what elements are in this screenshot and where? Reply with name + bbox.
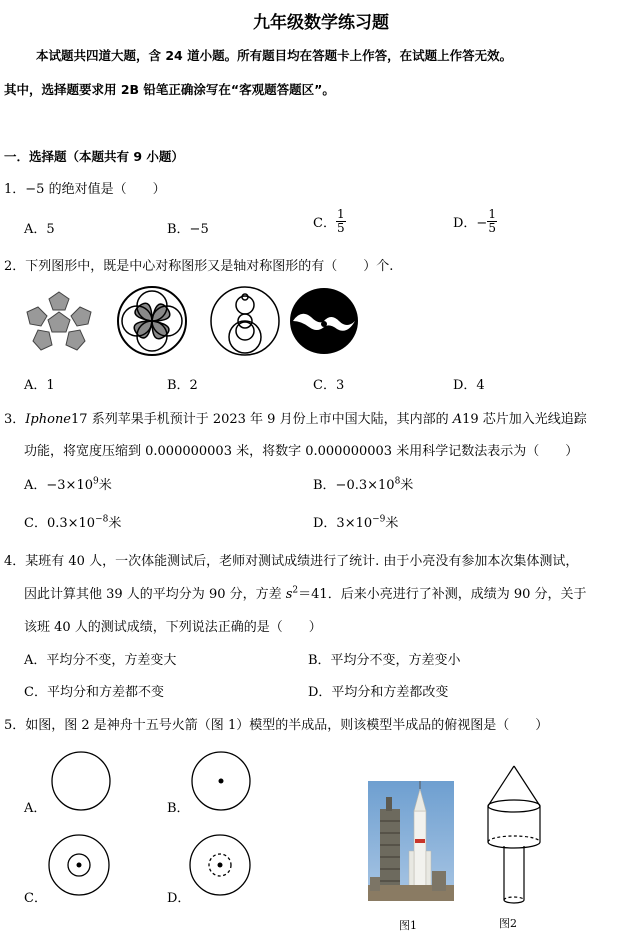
rocket-model-diagram bbox=[478, 764, 550, 914]
q2-option-b: B．2 bbox=[167, 378, 198, 393]
fraction-numerator: 1 bbox=[488, 207, 496, 221]
q3-chip-letter: A bbox=[452, 412, 463, 427]
fraction-denominator: 5 bbox=[488, 221, 496, 235]
q1-option-d bbox=[453, 208, 497, 235]
q3-option-d bbox=[313, 512, 398, 531]
q3-option-c-unit: 米 bbox=[108, 516, 122, 531]
q1-option-a: A．5 bbox=[24, 222, 55, 237]
q4-option-a: A．平均分不变，方差变大 bbox=[24, 653, 177, 668]
q2-option-c: C．3 bbox=[313, 378, 345, 393]
q3-option-b-exponent: 8 bbox=[394, 476, 401, 487]
q1-option-d-label: D．− bbox=[453, 216, 488, 231]
q4-option-b: B．平均分不变，方差变小 bbox=[308, 653, 461, 668]
q3-option-a-exponent: 9 bbox=[93, 476, 99, 487]
q3-option-a bbox=[24, 474, 112, 493]
q3-stem-part-2: 19 芯片加入光线追踪 bbox=[462, 412, 587, 427]
q2-option-d: D．4 bbox=[453, 378, 485, 393]
q3-option-b bbox=[313, 474, 413, 493]
instructions-line-2: 其中，选择题要求用 2B 铅笔正确涂写在“客观题答题区”。 bbox=[4, 82, 335, 97]
q3-phone-name: Iphone bbox=[25, 412, 72, 427]
q3-option-d-exponent: −9 bbox=[372, 514, 386, 525]
q4-line-2-prefix: 因此计算其他 39 人的平均分为 90 分，方差 bbox=[24, 587, 286, 602]
q3-option-a-unit: 米 bbox=[98, 478, 112, 493]
section-title: 一．选择题（本题共有 9 小题） bbox=[4, 149, 184, 164]
q1-option-c-label: C． bbox=[313, 216, 336, 231]
q5-option-c: C． bbox=[24, 891, 47, 906]
q1-option-c bbox=[313, 208, 346, 235]
question-5-stem: 5．如图，图 2 是神舟十五号火箭（图 1）模型的半成品，则该模型半成品的俯视图是（ ） bbox=[4, 718, 549, 733]
figure-2-caption: 图2 bbox=[499, 917, 517, 930]
q2-option-a: A．1 bbox=[24, 378, 55, 393]
rocket-photo bbox=[368, 781, 454, 901]
question-4-line-1: 4．某班有 40 人，一次体能测试后，老师对测试成绩进行了统计. 由于小亮没有参加本次集体测试， bbox=[4, 554, 579, 569]
q5-option-a-circle bbox=[50, 750, 112, 812]
q3-option-d-base: D．3×10 bbox=[313, 516, 373, 531]
q5-option-d-dashed bbox=[188, 833, 252, 897]
figure-four-petals bbox=[116, 285, 188, 357]
page-title: 九年级数学练习题 bbox=[253, 13, 389, 33]
fraction-numerator: 1 bbox=[336, 207, 345, 221]
q3-option-c-base: C．0.3×10 bbox=[24, 516, 96, 531]
q1-option-c-fraction bbox=[336, 208, 346, 235]
q3-option-b-unit: 米 bbox=[400, 478, 414, 493]
figure-pentagons bbox=[22, 290, 96, 356]
question-1-stem: 1．−5 的绝对值是（ ） bbox=[4, 182, 166, 197]
q5-option-c-concentric bbox=[47, 833, 111, 897]
q3-stem-part-1: 17 系列苹果手机预计于 2023 年 9 月份上市中国大陆，其内部的 bbox=[71, 412, 453, 427]
q5-option-a: A． bbox=[24, 801, 47, 816]
q5-option-b: B． bbox=[167, 801, 190, 816]
question-3-line-1 bbox=[4, 408, 587, 427]
q3-number: 3． bbox=[4, 412, 26, 427]
question-2-stem: 2．下列图形中，既是中心对称图形又是轴对称图形的有（ ）个. bbox=[4, 259, 394, 274]
q4-line-2-suffix: ＝41．后来小亮进行了补测，成绩为 90 分，关于 bbox=[298, 587, 587, 602]
q4-variance-symbol: s bbox=[285, 587, 293, 602]
q3-option-b-base: B．−0.3×10 bbox=[313, 478, 395, 493]
q3-option-d-unit: 米 bbox=[385, 516, 399, 531]
q4-option-d: D．平均分和方差都改变 bbox=[308, 685, 449, 700]
q3-option-c bbox=[24, 512, 121, 531]
q1-option-d-fraction bbox=[487, 208, 497, 235]
figure-1-caption: 图1 bbox=[399, 919, 417, 932]
q5-option-d: D． bbox=[167, 891, 191, 906]
q4-variance-exponent: 2 bbox=[292, 585, 299, 596]
q5-option-b-circle-dot bbox=[190, 750, 252, 812]
q3-option-a-base: A．−3×10 bbox=[24, 478, 93, 493]
fraction-denominator: 5 bbox=[336, 221, 345, 235]
figure-yin-yang bbox=[289, 287, 359, 355]
question-3-line-2: 功能，将宽度压缩到 0.000000003 米，将数字 0.000000003 米用科学记数法表示为（ ） bbox=[24, 444, 579, 459]
figure-nested-circles bbox=[209, 285, 281, 357]
q4-option-c: C．平均分和方差都不变 bbox=[24, 685, 164, 700]
q3-option-c-exponent: −8 bbox=[95, 514, 109, 525]
question-4-line-2 bbox=[24, 583, 587, 602]
instructions-line-1: 本试题共四道大题，含 24 道小题。所有题目均在答题卡上作答，在试题上作答无效。 bbox=[36, 48, 513, 63]
q1-option-b: B．−5 bbox=[167, 222, 209, 237]
question-4-line-3: 该班 40 人的测试成绩，下列说法正确的是（ ） bbox=[24, 620, 322, 635]
